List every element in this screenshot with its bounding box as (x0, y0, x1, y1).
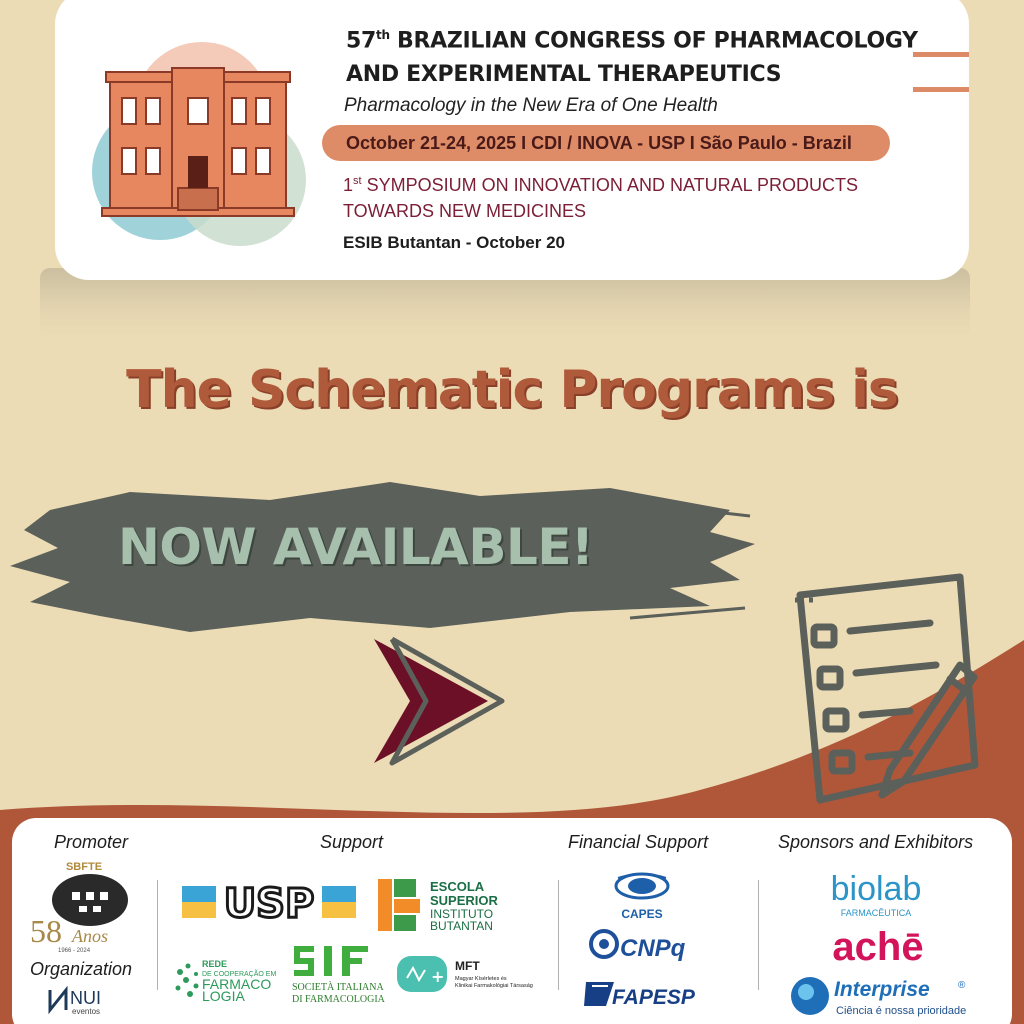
svg-text:achē: achē (832, 925, 924, 969)
svg-text:ESCOLA: ESCOLA (430, 879, 485, 894)
sif-logo (290, 942, 390, 1008)
svg-text:Ciência é nossa prioridade: Ciência é nossa prioridade (836, 1005, 967, 1017)
svg-text:®: ® (958, 980, 966, 991)
svg-text:Magyar Kísérletes és: Magyar Kísérletes és (455, 976, 507, 982)
sponsors-label: Sponsors and Exhibitors (778, 832, 974, 852)
svg-text:FARMACÊUTICA: FARMACÊUTICA (840, 908, 912, 918)
decorative-lines (913, 52, 969, 122)
symposium-title-line1: 1st SYMPOSIUM ON INNOVATION AND NATURAL PRODUCTS (343, 175, 858, 195)
date-location-pill: October 21-24, 2025 I CDI / INOVA - USP I São Paulo - Brazil (322, 125, 890, 161)
svg-text:INSTITUTO: INSTITUTO (430, 907, 494, 921)
svg-text:DE COOPERAÇÃO EM: DE COOPERAÇÃO EM (202, 971, 277, 978)
svg-text:NUI: NUI (70, 988, 101, 1008)
divider (758, 880, 759, 990)
financial-support-label: Financial Support (568, 832, 709, 852)
svg-text:biolab: biolab (830, 870, 922, 908)
mft-logo (395, 950, 565, 998)
support-label: Support (320, 832, 384, 852)
svg-text:Klinikai Farmakológiai Társasá: Klinikai Farmakológiai Társaság (455, 983, 533, 989)
svg-text:SBFTE: SBFTE (65, 861, 103, 873)
svg-text:USP: USP (223, 881, 315, 924)
svg-text:DI FARMACOLOGIA: DI FARMACOLOGIA (292, 994, 385, 1005)
svg-text:FARMACO: FARMACO (202, 976, 272, 992)
svg-text:BUTANTAN: BUTANTAN (430, 919, 493, 933)
usp-logo (182, 880, 356, 924)
svg-text:MFT: MFT (455, 959, 480, 973)
congress-building-logo (92, 38, 312, 250)
symposium-title-line2: TOWARDS NEW MEDICINES (343, 201, 587, 221)
now-available-banner: NOW AVAILABLE! (118, 518, 594, 576)
esib-date: ESIB Butantan - October 20 (343, 233, 565, 252)
svg-text:1966 - 2024: 1966 - 2024 (58, 948, 91, 954)
escola-superior-butantan-logo (378, 877, 528, 935)
arrow-icon (370, 635, 510, 770)
svg-text:LOGIA: LOGIA (202, 988, 245, 1004)
fapesp-logo (584, 976, 708, 1012)
sbfte-logo (28, 856, 140, 960)
rede-farmacologia-logo (172, 958, 292, 1004)
ache-logo (806, 922, 956, 970)
biolab-logo (820, 866, 940, 920)
checklist-icon (770, 565, 1000, 825)
promoter-label: Promoter (54, 832, 129, 852)
congress-title-line2: AND EXPERIMENTAL THERAPEUTICS (346, 62, 782, 87)
svg-text:Anos: Anos (72, 926, 108, 946)
cnpq-logo (588, 926, 698, 966)
svg-text:eventos: eventos (72, 1007, 101, 1016)
svg-text:Interprise: Interprise (834, 978, 930, 1001)
headline: The Schematic Programs is (126, 360, 898, 420)
svg-text:FAPESP: FAPESP (612, 986, 695, 1009)
svg-text:SUPERIOR: SUPERIOR (430, 893, 498, 908)
nui-eventos-logo (48, 986, 128, 1016)
congress-title-line1: 57th BRAZILIAN CONGRESS OF PHARMACOLOGY (346, 28, 918, 54)
organization-label: Organization (30, 959, 133, 979)
svg-text:58: 58 (30, 913, 62, 949)
svg-text:SOCIETÀ ITALIANA: SOCIETÀ ITALIANA (292, 982, 384, 993)
capes-logo (608, 868, 678, 922)
svg-text:+: + (431, 967, 445, 986)
congress-subtitle: Pharmacology in the New Era of One Health (344, 95, 718, 116)
interprise-logo (788, 972, 978, 1022)
svg-text:CNPq: CNPq (620, 935, 686, 962)
svg-text:CAPES: CAPES (621, 907, 663, 921)
svg-text:REDE: REDE (202, 959, 228, 969)
divider (157, 880, 158, 990)
